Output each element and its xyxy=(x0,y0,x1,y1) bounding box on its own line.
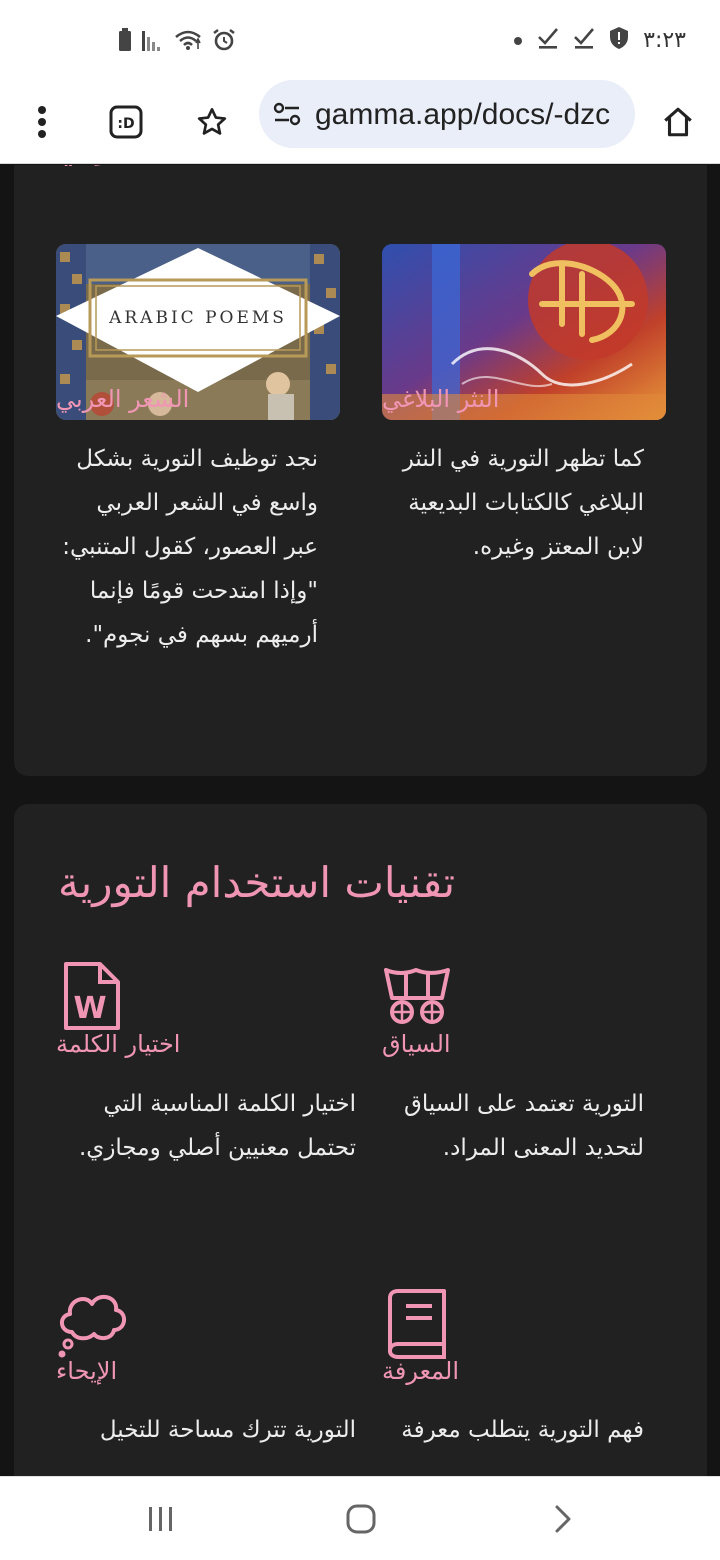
home-icon[interactable] xyxy=(650,94,706,150)
section-title: تقنيات استخدام التورية xyxy=(58,858,456,907)
check-icon xyxy=(537,27,559,53)
technique-text-knowledge: فهم التورية يتطلب معرفة xyxy=(401,1417,644,1443)
tab-switcher-button[interactable] xyxy=(98,94,154,150)
home-circle-icon[interactable] xyxy=(331,1497,391,1541)
word-document-icon xyxy=(62,960,122,1036)
url-bar[interactable] xyxy=(259,80,635,148)
alarm-icon xyxy=(212,28,236,56)
arabic-poems-caption: ARABIC POEMS xyxy=(109,308,287,328)
col-heading-poetry: الشعر العربي xyxy=(56,385,190,413)
recent-apps-icon[interactable] xyxy=(131,1497,191,1541)
url-text: gamma.app/docs/-dzc xyxy=(315,98,611,131)
tab-label: :D xyxy=(117,116,135,132)
status-left-icons xyxy=(118,28,236,56)
page-content[interactable] xyxy=(0,165,720,1476)
book-icon xyxy=(384,1288,450,1364)
star-icon[interactable] xyxy=(184,94,240,150)
status-time: ٣:٢٣ xyxy=(643,27,686,53)
col-text-poetry: نجد توظيف التورية بشكل واسع في الشعر العربي عبر العصور، كقول المتنبي: "وإذا امتدحت قومًا فإنما أرميهم بسهم في نجوم". xyxy=(62,446,318,648)
technique-heading-word: اختيار الكلمة xyxy=(56,1030,181,1058)
check-icon xyxy=(573,27,595,53)
signal-icon xyxy=(142,29,164,55)
shield-icon xyxy=(609,26,629,54)
col-heading-prose: النثر البلاغي xyxy=(382,385,500,413)
technique-heading-suggestion: الإيحاء xyxy=(56,1357,118,1385)
card-techniques xyxy=(14,804,707,1476)
svg-text:W: W xyxy=(73,991,107,1026)
browser-toolbar xyxy=(0,80,720,164)
technique-heading-context: السياق xyxy=(382,1030,451,1058)
wagon-icon xyxy=(382,964,452,1030)
wifi-icon xyxy=(174,29,202,55)
status-bar xyxy=(0,0,720,80)
thought-cloud-icon xyxy=(54,1284,130,1364)
battery-icon xyxy=(118,28,132,56)
status-right-icons xyxy=(513,26,686,54)
site-settings-icon[interactable] xyxy=(273,102,301,130)
card-arabic-poetry xyxy=(14,165,707,776)
system-nav-bar xyxy=(0,1476,720,1560)
technique-text-word: اختيار الكلمة المناسبة التي تحتمل معنيين أصلي ومجازي. xyxy=(79,1091,356,1161)
col-text-prose: كما تظهر التورية في النثر البلاغي كالكتابات البديعية لابن المعتز وغيره. xyxy=(402,446,644,560)
more-vert-icon[interactable] xyxy=(14,94,70,150)
back-icon[interactable] xyxy=(533,1497,593,1541)
dot-icon xyxy=(513,31,523,50)
section-title xyxy=(56,165,154,166)
technique-text-context: التورية تعتمد على السياق لتحديد المعنى المراد. xyxy=(403,1091,644,1161)
technique-heading-knowledge: المعرفة xyxy=(382,1357,460,1385)
tab-switcher-icon xyxy=(109,105,143,139)
technique-text-suggestion: التورية تترك مساحة للتخيل xyxy=(99,1417,356,1443)
